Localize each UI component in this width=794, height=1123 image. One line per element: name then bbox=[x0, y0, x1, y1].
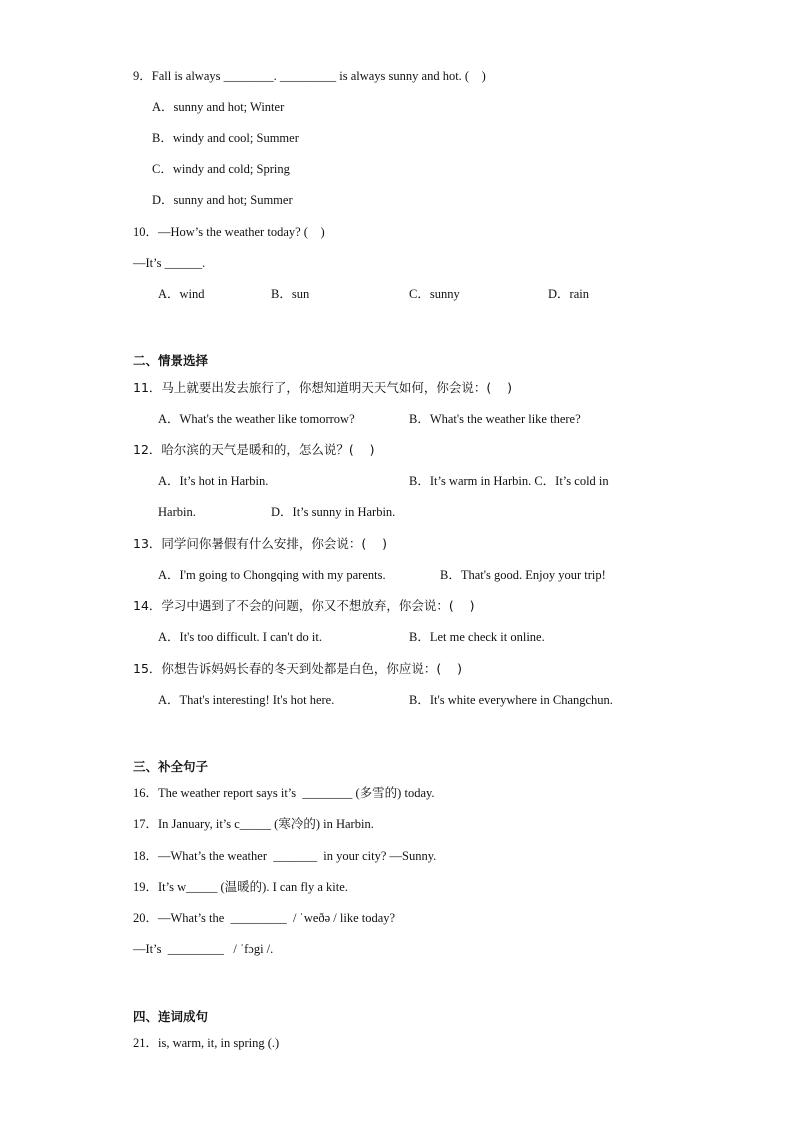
question-17: 17．In January, it’s c_____ (寒冷的) in Harbin. bbox=[133, 817, 374, 831]
question-19: 19．It’s w_____ (温暖的). I can fly a kite. bbox=[133, 880, 348, 894]
question-10-option-d: D．rain bbox=[548, 287, 589, 301]
question-10-option-c: C．sunny bbox=[409, 287, 460, 301]
question-20-answer-line: —It’s _________ / ˈfɔgi /. bbox=[133, 942, 274, 956]
question-15-stem: 15．你想告诉妈妈长春的冬天到处都是白色，你应说：( ) bbox=[133, 661, 463, 676]
question-13-option-b: B．That's good. Enjoy your trip! bbox=[440, 568, 606, 582]
question-14-option-a: A．It's too difficult. I can't do it. bbox=[158, 630, 322, 644]
question-11-stem: 11．马上就要出发去旅行了，你想知道明天天气如何，你会说：( ) bbox=[133, 380, 513, 395]
question-10-option-b: B．sun bbox=[271, 287, 310, 301]
question-9-option-d: D．sunny and hot; Summer bbox=[152, 193, 293, 207]
question-13-stem: 13．同学问你暑假有什么安排，你会说：( ) bbox=[133, 536, 388, 551]
question-15-option-a: A．That's interesting! It's hot here. bbox=[158, 693, 335, 707]
question-13-option-a: A．I'm going to Chongqing with my parents. bbox=[158, 568, 386, 582]
question-10-stem: 10．—How’s the weather today? ( ) bbox=[133, 225, 325, 239]
question-10-option-a: A．wind bbox=[158, 287, 205, 301]
section-2-title: 二、情景选择 bbox=[133, 353, 209, 368]
question-12-option-a: A．It’s hot in Harbin. bbox=[158, 474, 269, 488]
question-10-line2: —It’s ______. bbox=[133, 256, 206, 270]
question-12-option-d: D．It’s sunny in Harbin. bbox=[271, 505, 396, 519]
question-18: 18．—What’s the weather _______ in your city? —Sunny. bbox=[133, 849, 437, 863]
question-9-stem: 9．Fall is always ________. _________ is always sunny and hot. ( ) bbox=[133, 69, 486, 83]
question-21: 21．is, warm, it, in spring (.) bbox=[133, 1036, 280, 1050]
question-14-stem: 14．学习中遇到了不会的问题，你又不想放弃，你会说：( ) bbox=[133, 598, 475, 613]
question-14-option-b: B．Let me check it online. bbox=[409, 630, 545, 644]
section-4-title: 四、连词成句 bbox=[133, 1009, 209, 1024]
question-9-option-a: A．sunny and hot; Winter bbox=[152, 100, 285, 114]
question-12-option-c-continued: Harbin. bbox=[158, 505, 196, 519]
question-15-option-b: B．It's white everywhere in Changchun. bbox=[409, 693, 613, 707]
question-12-stem: 12．哈尔滨的天气是暖和的，怎么说？( ) bbox=[133, 442, 375, 457]
question-12-option-b-c: B．It’s warm in Harbin. C．It’s cold in bbox=[409, 474, 609, 488]
question-9-option-c: C．windy and cold; Spring bbox=[152, 162, 290, 176]
question-16: 16．The weather report says it’s ________ (多雪的) today. bbox=[133, 786, 435, 800]
question-20: 20．—What’s the _________ / ˈweðə / like today? bbox=[133, 911, 396, 925]
section-3-title: 三、补全句子 bbox=[133, 759, 209, 774]
question-9-option-b: B．windy and cool; Summer bbox=[152, 131, 299, 145]
question-11-option-b: B．What's the weather like there? bbox=[409, 412, 581, 426]
question-11-option-a: A．What's the weather like tomorrow? bbox=[158, 412, 355, 426]
